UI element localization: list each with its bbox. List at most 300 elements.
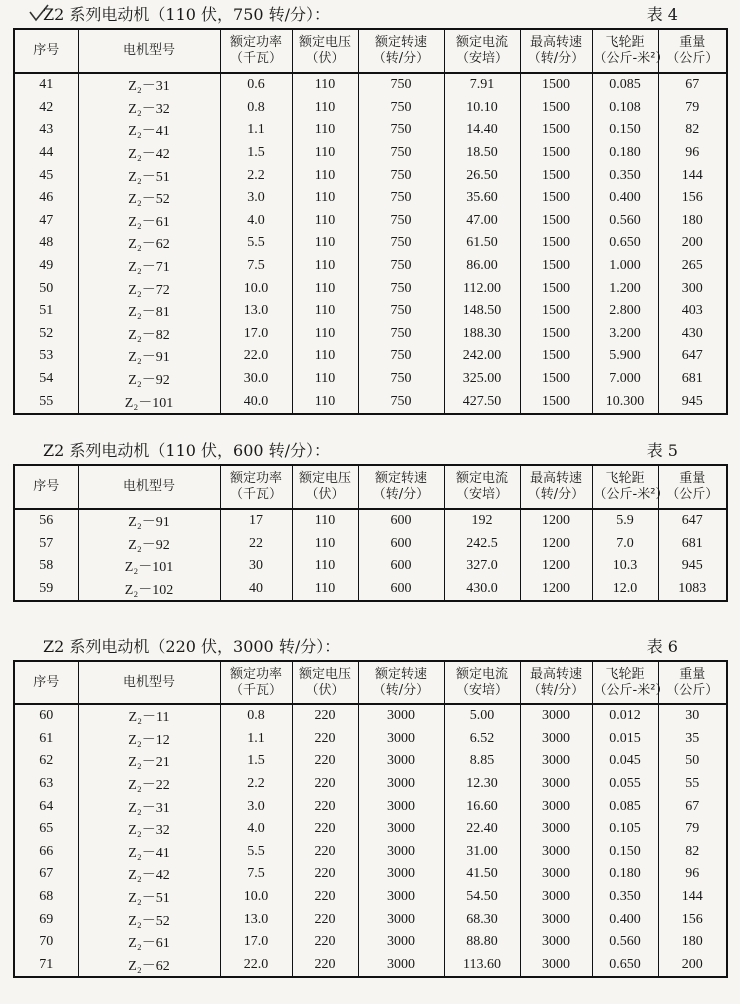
cell-motor-model: Z₂－11 xyxy=(78,704,220,728)
cell-flywheel-moment: 0.150 xyxy=(592,841,658,864)
cell-rated-voltage: 110 xyxy=(292,345,358,368)
cell-seq-no: 70 xyxy=(14,931,78,954)
cell-flywheel-moment: 0.055 xyxy=(592,773,658,796)
cell-max-speed: 3000 xyxy=(520,750,592,773)
cell-rated-speed: 750 xyxy=(358,210,444,233)
cell-max-speed: 1500 xyxy=(520,187,592,210)
cell-rated-power: 40.0 xyxy=(220,390,292,414)
cell-flywheel-moment: 5.900 xyxy=(592,345,658,368)
header-max-speed xyxy=(520,29,592,73)
cell-max-speed: 3000 xyxy=(520,795,592,818)
cell-rated-current: 192 xyxy=(444,509,520,533)
header-unit: （安培） xyxy=(455,487,508,502)
table-row xyxy=(14,818,727,841)
table-row xyxy=(14,73,727,97)
cell-rated-voltage: 110 xyxy=(292,368,358,391)
header-label: 额定功率 xyxy=(229,35,282,50)
cell-weight: 79 xyxy=(658,97,727,120)
cell-flywheel-moment: 0.015 xyxy=(592,728,658,751)
cell-rated-speed: 3000 xyxy=(358,931,444,954)
table-row xyxy=(14,555,727,578)
cell-rated-power: 3.0 xyxy=(220,795,292,818)
header-unit: （伏） xyxy=(305,51,345,66)
cell-max-speed: 3000 xyxy=(520,818,592,841)
cell-weight: 300 xyxy=(658,277,727,300)
cell-rated-current: 327.0 xyxy=(444,555,520,578)
cell-rated-power: 22.0 xyxy=(220,954,292,978)
cell-rated-voltage: 220 xyxy=(292,863,358,886)
cell-seq-no: 61 xyxy=(14,728,78,751)
cell-rated-current: 88.80 xyxy=(444,931,520,954)
cell-max-speed: 3000 xyxy=(520,931,592,954)
cell-seq-no: 47 xyxy=(14,210,78,233)
cell-rated-current: 112.00 xyxy=(444,277,520,300)
cell-motor-model: Z₂－92 xyxy=(78,533,220,556)
cell-rated-voltage: 220 xyxy=(292,818,358,841)
header-unit: （公斤-米²） xyxy=(593,487,669,502)
header-rated-voltage xyxy=(292,661,358,704)
cell-rated-speed: 3000 xyxy=(358,818,444,841)
cell-rated-speed: 3000 xyxy=(358,886,444,909)
cell-rated-current: 26.50 xyxy=(444,164,520,187)
header-label: 额定功率 xyxy=(229,471,282,486)
cell-weight: 681 xyxy=(658,368,727,391)
cell-motor-model: Z₂－31 xyxy=(78,795,220,818)
cell-seq-no: 65 xyxy=(14,818,78,841)
table-6-section xyxy=(13,634,726,978)
cell-max-speed: 1500 xyxy=(520,97,592,120)
cell-seq-no: 49 xyxy=(14,255,78,278)
cell-rated-power: 7.5 xyxy=(220,863,292,886)
cell-max-speed: 1500 xyxy=(520,345,592,368)
cell-rated-speed: 750 xyxy=(358,142,444,165)
cell-flywheel-moment: 0.045 xyxy=(592,750,658,773)
header-unit: （公斤） xyxy=(666,682,719,698)
table-row xyxy=(14,509,727,533)
header-rated-current xyxy=(444,29,520,73)
cell-rated-voltage: 110 xyxy=(292,277,358,300)
cell-rated-voltage: 110 xyxy=(292,390,358,414)
header-unit: （转/分） xyxy=(372,51,430,66)
cell-rated-power: 5.5 xyxy=(220,841,292,864)
cell-flywheel-moment: 7.000 xyxy=(592,368,658,391)
cell-rated-speed: 750 xyxy=(358,345,444,368)
cell-seq-no: 55 xyxy=(14,390,78,414)
cell-motor-model: Z₂－91 xyxy=(78,345,220,368)
cell-motor-model: Z₂－31 xyxy=(78,73,220,97)
table-5-caption xyxy=(13,438,726,464)
cell-seq-no: 53 xyxy=(14,345,78,368)
cell-weight: 96 xyxy=(658,142,727,165)
cell-seq-no: 68 xyxy=(14,886,78,909)
cell-max-speed: 1200 xyxy=(520,578,592,602)
header-unit: （千瓦） xyxy=(229,487,282,502)
cell-rated-speed: 600 xyxy=(358,509,444,533)
cell-motor-model: Z₂－62 xyxy=(78,954,220,978)
cell-rated-current: 242.5 xyxy=(444,533,520,556)
cell-seq-no: 45 xyxy=(14,164,78,187)
cell-max-speed: 1500 xyxy=(520,210,592,233)
table-row xyxy=(14,704,727,728)
header-label: 重量 xyxy=(679,35,706,50)
cell-rated-speed: 750 xyxy=(358,73,444,97)
cell-rated-power: 3.0 xyxy=(220,187,292,210)
header-seq-no xyxy=(14,29,78,73)
cell-max-speed: 1500 xyxy=(520,164,592,187)
cell-rated-voltage: 110 xyxy=(292,164,358,187)
table-row xyxy=(14,863,727,886)
cell-rated-voltage: 110 xyxy=(292,187,358,210)
cell-motor-model: Z₂－42 xyxy=(78,863,220,886)
header-label: 重量 xyxy=(679,666,706,682)
cell-rated-current: 6.52 xyxy=(444,728,520,751)
table-5 xyxy=(13,464,728,602)
cell-rated-current: 54.50 xyxy=(444,886,520,909)
cell-rated-speed: 3000 xyxy=(358,841,444,864)
cell-max-speed: 3000 xyxy=(520,863,592,886)
header-weight xyxy=(658,661,727,704)
cell-rated-power: 1.1 xyxy=(220,728,292,751)
cell-weight: 403 xyxy=(658,300,727,323)
cell-flywheel-moment: 0.105 xyxy=(592,818,658,841)
header-label: 序号 xyxy=(33,43,60,58)
header-motor-model xyxy=(78,465,220,509)
header-unit: （千瓦） xyxy=(229,682,282,698)
cell-weight: 200 xyxy=(658,954,727,978)
cell-flywheel-moment: 0.108 xyxy=(592,97,658,120)
cell-rated-speed: 750 xyxy=(358,97,444,120)
cell-max-speed: 1500 xyxy=(520,300,592,323)
cell-rated-current: 10.10 xyxy=(444,97,520,120)
cell-weight: 180 xyxy=(658,210,727,233)
cell-rated-voltage: 110 xyxy=(292,73,358,97)
cell-rated-voltage: 220 xyxy=(292,841,358,864)
cell-rated-voltage: 220 xyxy=(292,954,358,978)
cell-rated-speed: 750 xyxy=(358,300,444,323)
cell-max-speed: 1200 xyxy=(520,533,592,556)
header-label: 重量 xyxy=(679,471,706,486)
cell-rated-speed: 750 xyxy=(358,390,444,414)
table-row xyxy=(14,164,727,187)
cell-rated-voltage: 220 xyxy=(292,931,358,954)
cell-flywheel-moment: 2.800 xyxy=(592,300,658,323)
cell-rated-voltage: 110 xyxy=(292,232,358,255)
cell-flywheel-moment: 0.012 xyxy=(592,704,658,728)
table-row xyxy=(14,750,727,773)
cell-max-speed: 3000 xyxy=(520,886,592,909)
cell-rated-current: 31.00 xyxy=(444,841,520,864)
table-row xyxy=(14,345,727,368)
header-flywheel-moment xyxy=(592,661,669,704)
cell-seq-no: 43 xyxy=(14,119,78,142)
cell-rated-power: 30 xyxy=(220,555,292,578)
cell-rated-power: 4.0 xyxy=(220,818,292,841)
cell-rated-voltage: 220 xyxy=(292,795,358,818)
cell-rated-voltage: 220 xyxy=(292,750,358,773)
cell-rated-current: 35.60 xyxy=(444,187,520,210)
table-row xyxy=(14,841,727,864)
cell-weight: 647 xyxy=(658,345,727,368)
cell-rated-voltage: 110 xyxy=(292,533,358,556)
cell-motor-model: Z₂－12 xyxy=(78,728,220,751)
cell-motor-model: Z₂－52 xyxy=(78,187,220,210)
cell-rated-speed: 600 xyxy=(358,555,444,578)
table-row xyxy=(14,886,727,909)
cell-max-speed: 3000 xyxy=(520,908,592,931)
cell-motor-model: Z₂－42 xyxy=(78,142,220,165)
table-5-title: Z2 系列电动机（110 伏，600 转/分）： xyxy=(43,441,331,460)
table-row xyxy=(14,954,727,978)
cell-rated-power: 17.0 xyxy=(220,931,292,954)
header-motor-model xyxy=(78,661,220,704)
cell-rated-voltage: 220 xyxy=(292,728,358,751)
header-rated-voltage xyxy=(292,465,358,509)
cell-weight: 945 xyxy=(658,555,727,578)
cell-rated-speed: 3000 xyxy=(358,863,444,886)
cell-rated-power: 1.5 xyxy=(220,142,292,165)
header-label: 飞轮距 xyxy=(605,35,645,50)
cell-flywheel-moment: 0.560 xyxy=(592,210,658,233)
cell-rated-power: 13.0 xyxy=(220,908,292,931)
cell-flywheel-moment: 0.350 xyxy=(592,886,658,909)
cell-rated-speed: 750 xyxy=(358,277,444,300)
cell-rated-power: 5.5 xyxy=(220,232,292,255)
cell-rated-power: 0.8 xyxy=(220,704,292,728)
cell-weight: 265 xyxy=(658,255,727,278)
cell-rated-voltage: 220 xyxy=(292,773,358,796)
table-row xyxy=(14,795,727,818)
table-row xyxy=(14,390,727,414)
cell-weight: 35 xyxy=(658,728,727,751)
header-rated-power xyxy=(220,465,292,509)
table-row xyxy=(14,97,727,120)
cell-seq-no: 51 xyxy=(14,300,78,323)
header-row xyxy=(14,465,727,509)
cell-rated-current: 148.50 xyxy=(444,300,520,323)
header-label: 飞轮距 xyxy=(605,471,645,486)
cell-weight: 67 xyxy=(658,73,727,97)
table-row xyxy=(14,931,727,954)
cell-rated-current: 242.00 xyxy=(444,345,520,368)
cell-max-speed: 3000 xyxy=(520,841,592,864)
cell-flywheel-moment: 10.3 xyxy=(592,555,658,578)
cell-rated-current: 12.30 xyxy=(444,773,520,796)
cell-max-speed: 1500 xyxy=(520,368,592,391)
header-max-speed xyxy=(520,465,592,509)
header-label: 序号 xyxy=(33,674,60,690)
header-unit: （千瓦） xyxy=(229,51,282,66)
cell-motor-model: Z₂－61 xyxy=(78,210,220,233)
cell-motor-model: Z₂－92 xyxy=(78,368,220,391)
table-row xyxy=(14,323,727,346)
cell-weight: 144 xyxy=(658,164,727,187)
header-weight xyxy=(658,465,727,509)
table-6-title: Z2 系列电动机（220 伏，3000 转/分）： xyxy=(43,637,341,656)
cell-rated-voltage: 220 xyxy=(292,908,358,931)
cell-weight: 82 xyxy=(658,119,727,142)
header-label: 序号 xyxy=(33,479,60,494)
header-label: 额定功率 xyxy=(229,666,282,682)
table-row xyxy=(14,142,727,165)
cell-seq-no: 62 xyxy=(14,750,78,773)
table-row xyxy=(14,578,727,602)
header-motor-model xyxy=(78,29,220,73)
cell-seq-no: 60 xyxy=(14,704,78,728)
cell-flywheel-moment: 0.085 xyxy=(592,73,658,97)
cell-seq-no: 52 xyxy=(14,323,78,346)
cell-rated-power: 10.0 xyxy=(220,886,292,909)
header-label: 额定转速 xyxy=(374,471,427,486)
cell-rated-speed: 750 xyxy=(358,232,444,255)
header-label: 额定电流 xyxy=(455,666,508,682)
header-unit: （转/分） xyxy=(527,682,585,698)
cell-flywheel-moment: 1.200 xyxy=(592,277,658,300)
cell-flywheel-moment: 12.0 xyxy=(592,578,658,602)
header-label: 额定电流 xyxy=(455,35,508,50)
cell-rated-power: 1.5 xyxy=(220,750,292,773)
header-unit: （转/分） xyxy=(372,487,430,502)
cell-motor-model: Z₂－101 xyxy=(78,390,220,414)
cell-seq-no: 67 xyxy=(14,863,78,886)
table-row xyxy=(14,277,727,300)
cell-rated-current: 68.30 xyxy=(444,908,520,931)
cell-max-speed: 1500 xyxy=(520,119,592,142)
header-flywheel-moment xyxy=(592,29,669,73)
cell-rated-speed: 3000 xyxy=(358,773,444,796)
cell-rated-current: 427.50 xyxy=(444,390,520,414)
header-label: 最高转速 xyxy=(529,35,582,50)
header-flywheel-moment xyxy=(592,465,669,509)
cell-weight: 79 xyxy=(658,818,727,841)
header-rated-power xyxy=(220,29,292,73)
cell-weight: 1083 xyxy=(658,578,727,602)
cell-flywheel-moment: 0.650 xyxy=(592,954,658,978)
header-rated-power xyxy=(220,661,292,704)
cell-max-speed: 1500 xyxy=(520,323,592,346)
cell-flywheel-moment: 10.300 xyxy=(592,390,658,414)
cell-rated-voltage: 110 xyxy=(292,142,358,165)
header-unit: （转/分） xyxy=(527,51,585,66)
cell-rated-voltage: 110 xyxy=(292,300,358,323)
cell-motor-model: Z₂－51 xyxy=(78,164,220,187)
cell-rated-current: 16.60 xyxy=(444,795,520,818)
cell-rated-power: 17 xyxy=(220,509,292,533)
table-row xyxy=(14,255,727,278)
header-label: 最高转速 xyxy=(529,666,582,682)
header-unit: （伏） xyxy=(305,487,345,502)
cell-weight: 96 xyxy=(658,863,727,886)
header-rated-current xyxy=(444,465,520,509)
table-5-section xyxy=(13,438,726,602)
header-weight xyxy=(658,29,727,73)
table-4-caption xyxy=(13,2,726,28)
cell-rated-speed: 750 xyxy=(358,323,444,346)
header-row xyxy=(14,29,727,73)
cell-rated-speed: 3000 xyxy=(358,954,444,978)
cell-rated-current: 47.00 xyxy=(444,210,520,233)
cell-max-speed: 1500 xyxy=(520,232,592,255)
cell-seq-no: 54 xyxy=(14,368,78,391)
header-seq-no xyxy=(14,465,78,509)
cell-seq-no: 69 xyxy=(14,908,78,931)
cell-max-speed: 1200 xyxy=(520,555,592,578)
cell-max-speed: 1500 xyxy=(520,277,592,300)
cell-rated-speed: 750 xyxy=(358,119,444,142)
cell-rated-speed: 600 xyxy=(358,578,444,602)
cell-rated-current: 61.50 xyxy=(444,232,520,255)
cell-seq-no: 50 xyxy=(14,277,78,300)
cell-flywheel-moment: 0.400 xyxy=(592,187,658,210)
header-unit: （转/分） xyxy=(372,682,430,698)
cell-motor-model: Z₂－22 xyxy=(78,773,220,796)
cell-flywheel-moment: 0.180 xyxy=(592,142,658,165)
table-row xyxy=(14,908,727,931)
cell-rated-power: 40 xyxy=(220,578,292,602)
cell-motor-model: Z₂－91 xyxy=(78,509,220,533)
cell-rated-speed: 750 xyxy=(358,187,444,210)
cell-flywheel-moment: 0.150 xyxy=(592,119,658,142)
header-unit: （公斤） xyxy=(666,487,719,502)
header-row xyxy=(14,661,727,704)
cell-rated-current: 188.30 xyxy=(444,323,520,346)
cell-motor-model: Z₂－21 xyxy=(78,750,220,773)
cell-seq-no: 44 xyxy=(14,142,78,165)
cell-rated-current: 18.50 xyxy=(444,142,520,165)
header-rated-speed xyxy=(358,661,444,704)
cell-flywheel-moment: 0.085 xyxy=(592,795,658,818)
cell-motor-model: Z₂－62 xyxy=(78,232,220,255)
cell-rated-power: 4.0 xyxy=(220,210,292,233)
cell-max-speed: 1500 xyxy=(520,255,592,278)
cell-rated-power: 10.0 xyxy=(220,277,292,300)
cell-weight: 156 xyxy=(658,908,727,931)
table-row xyxy=(14,232,727,255)
header-label: 电机型号 xyxy=(122,674,175,690)
cell-rated-power: 0.8 xyxy=(220,97,292,120)
table-row xyxy=(14,368,727,391)
cell-seq-no: 46 xyxy=(14,187,78,210)
table-row xyxy=(14,119,727,142)
cell-max-speed: 1500 xyxy=(520,390,592,414)
cell-rated-speed: 750 xyxy=(358,164,444,187)
cell-rated-voltage: 110 xyxy=(292,255,358,278)
header-label: 额定电压 xyxy=(298,35,351,50)
cell-weight: 30 xyxy=(658,704,727,728)
cell-rated-current: 325.00 xyxy=(444,368,520,391)
cell-flywheel-moment: 5.9 xyxy=(592,509,658,533)
table-row xyxy=(14,533,727,556)
cell-max-speed: 3000 xyxy=(520,954,592,978)
cell-motor-model: Z₂－82 xyxy=(78,323,220,346)
header-unit: （公斤） xyxy=(666,51,719,66)
cell-motor-model: Z₂－52 xyxy=(78,908,220,931)
header-label: 额定电压 xyxy=(298,666,351,682)
cell-seq-no: 58 xyxy=(14,555,78,578)
cell-max-speed: 1500 xyxy=(520,73,592,97)
cell-weight: 82 xyxy=(658,841,727,864)
cell-motor-model: Z₂－72 xyxy=(78,277,220,300)
cell-weight: 430 xyxy=(658,323,727,346)
header-label: 电机型号 xyxy=(122,479,175,494)
header-unit: （伏） xyxy=(305,682,345,698)
cell-rated-power: 1.1 xyxy=(220,119,292,142)
cell-seq-no: 56 xyxy=(14,509,78,533)
header-rated-current xyxy=(444,661,520,704)
cell-rated-speed: 3000 xyxy=(358,750,444,773)
cell-rated-power: 30.0 xyxy=(220,368,292,391)
cell-rated-power: 22.0 xyxy=(220,345,292,368)
cell-rated-power: 0.6 xyxy=(220,73,292,97)
